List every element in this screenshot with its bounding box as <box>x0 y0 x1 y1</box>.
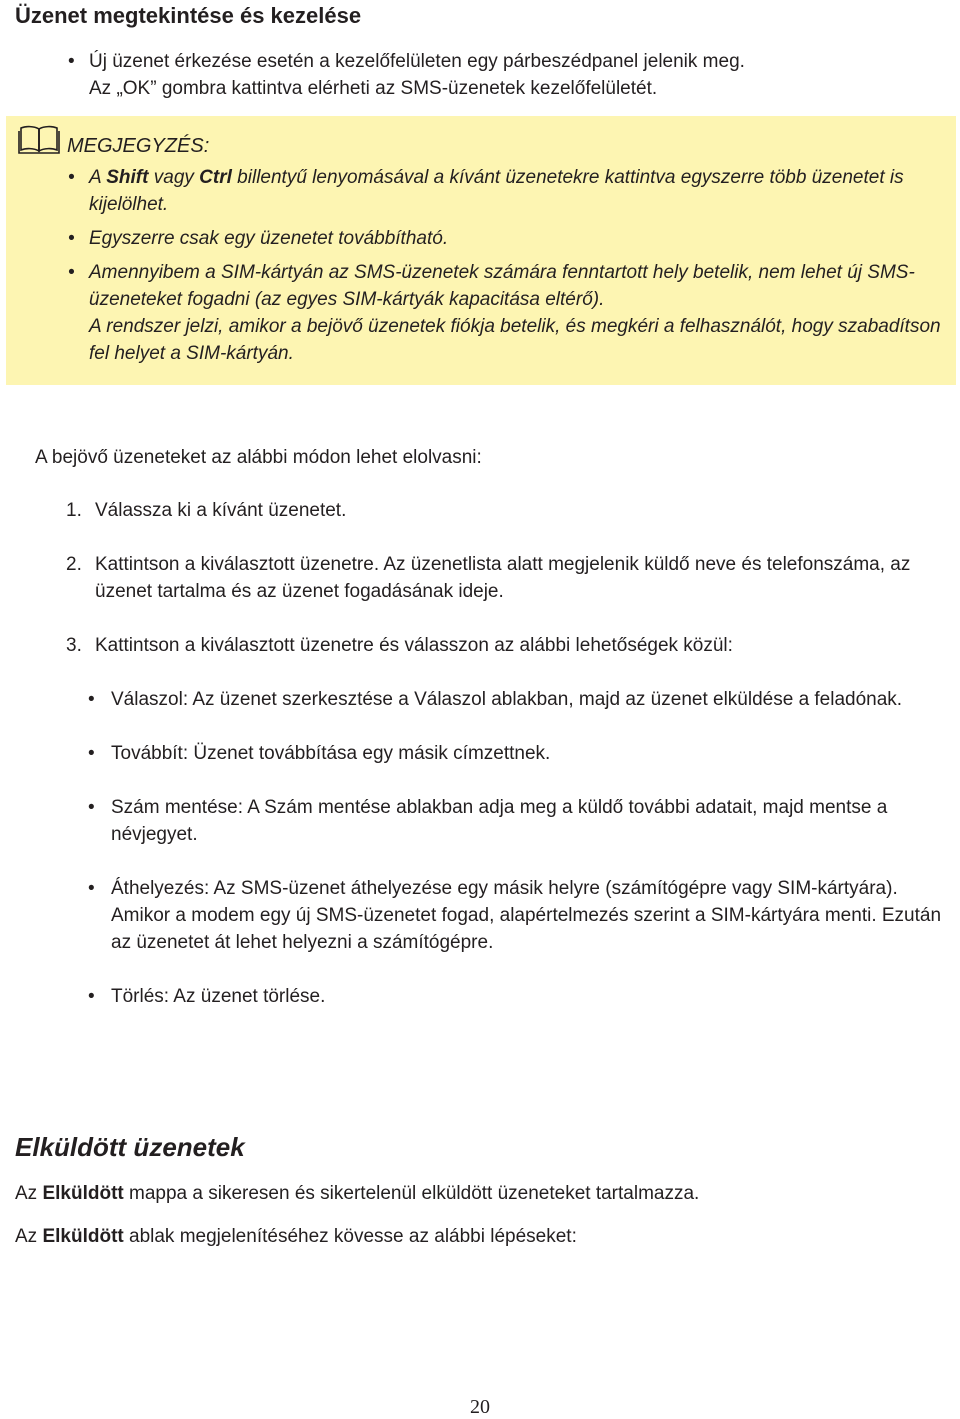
para-text: Az <box>15 1183 43 1204</box>
section-heading: Üzenet megtekintése és kezelése <box>15 3 362 28</box>
bullet-dot: • <box>68 51 75 72</box>
note-title: MEGJEGYZÉS: <box>67 135 210 157</box>
step-text: Kattintson a kiválasztott üzenetre és válasszon az alábbi lehetőségek közül: <box>95 635 733 656</box>
steps-list <box>66 497 946 686</box>
para-bold: Elküldött <box>42 1226 124 1247</box>
option-text: Áthelyezés: Az SMS-üzenet áthelyezése egy másik helyre (számítógépre vagy SIM-kártyára). Amikor a modem egy új SMS-üzenetet fogad, alapértelmezés szerint a SIM-kártyára menti. Ezután az üzenetet át lehet helyezni a számítógépre. <box>111 878 942 953</box>
note-text: A <box>89 167 107 188</box>
step-number: 1. <box>66 500 82 521</box>
note-box <box>6 116 956 385</box>
note-item-3 <box>68 259 953 367</box>
note-items <box>68 164 953 374</box>
note-text: A rendszer jelzi, amikor a bejövő üzenetek fiókja betelik, és megkéri a felhasználót, hogy szabadítson fel helyet a SIM-kártyán. <box>89 316 941 364</box>
sent-section-heading: Elküldött üzenetek <box>15 1132 245 1162</box>
para-text: mappa a sikeresen és sikertelenül elküldött üzeneteket tartalmazza. <box>123 1183 700 1204</box>
note-item-2 <box>68 225 953 252</box>
bullet-dot: • <box>88 689 95 710</box>
lead-paragraph: A bejövő üzeneteket az alábbi módon lehet elolvasni: <box>35 447 482 468</box>
bullet-dot: • <box>68 262 75 283</box>
option-text: Válaszol: Az üzenet szerkesztése a Válaszol ablakban, majd az üzenet elküldése a feladónak. <box>111 689 903 710</box>
intro-bullet <box>68 48 948 102</box>
option-item <box>88 875 950 956</box>
step-number: 2. <box>66 554 82 575</box>
step-item <box>66 632 946 659</box>
key-shift: Shift <box>106 167 149 188</box>
note-item-1 <box>68 164 953 218</box>
option-item <box>88 794 950 848</box>
sent-paragraph-1 <box>15 1180 699 1207</box>
para-text: Az <box>15 1226 43 1247</box>
step-item <box>66 497 946 524</box>
bullet-dot: • <box>88 986 95 1007</box>
note-text: vagy <box>148 167 200 188</box>
step-text: Kattintson a kiválasztott üzenetre. Az üzenetlista alatt megjelenik küldő neve és telefonszáma, az üzenet tartalma és az üzenet fogadásának ideje. <box>95 554 911 602</box>
sent-paragraph-2 <box>15 1223 577 1250</box>
note-text: billentyű lenyomásával a kívánt üzenetekre kattintva egyszerre több üzenetet is kijelölhet. <box>89 167 904 215</box>
options-list <box>88 686 950 1037</box>
intro-list <box>68 48 948 102</box>
option-text: Továbbít: Üzenet továbbítása egy másik címzettnek. <box>111 743 551 764</box>
intro-line-2: Az „OK” gombra kattintva elérheti az SMS-üzenetek kezelőfelületét. <box>89 78 658 99</box>
bullet-dot: • <box>68 228 75 249</box>
intro-line-1: Új üzenet érkezése esetén a kezelőfelületen egy párbeszédpanel jelenik meg. <box>89 51 745 72</box>
para-text: ablak megjelenítéséhez kövesse az alábbi lépéseket: <box>123 1226 577 1247</box>
step-text: Válassza ki a kívánt üzenetet. <box>95 500 347 521</box>
option-item <box>88 740 950 767</box>
para-bold: Elküldött <box>42 1183 124 1204</box>
step-item <box>66 551 946 605</box>
bullet-dot: • <box>68 167 75 188</box>
open-book-icon <box>18 124 60 154</box>
option-item <box>88 686 950 713</box>
bullet-dot: • <box>88 797 95 818</box>
page-number: 20 <box>470 1396 490 1418</box>
option-text: Szám mentése: A Szám mentése ablakban adja meg a küldő további adatait, majd mentse a névjegyet. <box>111 797 888 845</box>
note-text: Amennyibem a SIM-kártyán az SMS-üzenetek számára fenntartott hely betelik, nem lehet új SMS-üzeneteket fogadni (az egyes SIM-kártyák kapacitása eltérő). <box>89 262 915 310</box>
bullet-dot: • <box>88 878 95 899</box>
option-text: Törlés: Az üzenet törlése. <box>111 986 326 1007</box>
step-number: 3. <box>66 635 82 656</box>
key-ctrl: Ctrl <box>199 167 232 188</box>
bullet-dot: • <box>88 743 95 764</box>
option-item <box>88 983 950 1010</box>
note-text: Egyszerre csak egy üzenetet továbbítható. <box>89 228 449 249</box>
